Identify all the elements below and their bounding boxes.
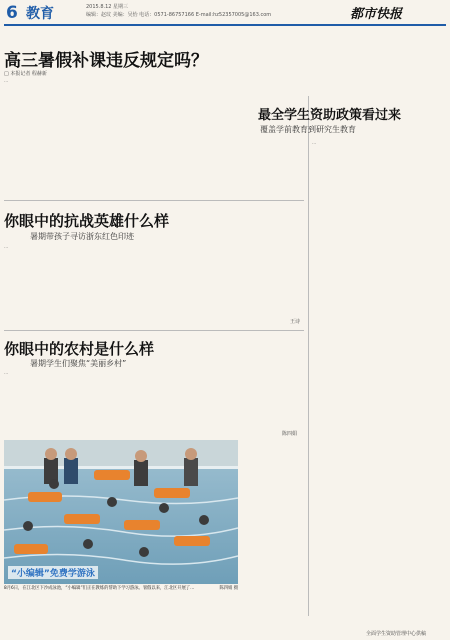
story2-body-col1 [4, 244, 76, 326]
right-subhead: 覆盖学前教育到研究生教育 [260, 125, 356, 134]
story2-author: 王诗 [290, 319, 301, 325]
right-body-col1-text: … [312, 140, 317, 145]
story3-body-col4 [232, 370, 304, 430]
lead-body-col1-text: … [4, 78, 9, 83]
story3-subhead: 暑期学生们聚焦“美丽乡村” [30, 359, 127, 368]
header-rule [4, 24, 446, 26]
paper-masthead: 都市快报 [350, 7, 403, 22]
page-header [0, 0, 450, 26]
story3-author: 陈四娟 [282, 431, 298, 437]
right-footer: 全面学生资助管理中心供稿 [366, 631, 427, 637]
lead-body-col3 [156, 78, 228, 196]
lead-headline: 高三暑假补课违反规定吗？ [4, 51, 208, 71]
photo-caption-block [4, 586, 238, 626]
story3-headline: 你眼中的农村是什么样 [4, 340, 155, 358]
swimming-photo-art [4, 440, 238, 584]
editor-line: 编辑：赵玟 美编：吴怡 电话：0571-86757166 E-mail:hz52357005@163.com [86, 12, 272, 18]
photo-caption: 8月6日，在江北区下沙成泳池，“小编辑”们正在教练的帮助下学习游泳。暑假以来，江北区开展了… [4, 586, 195, 591]
issue-date: 2015.8.12 星期三 [86, 4, 129, 10]
rule-2 [4, 330, 304, 331]
story3-body-col1 [4, 370, 76, 436]
story2-body-col4 [232, 244, 304, 316]
story2-body-col1-text: … [4, 244, 9, 249]
right-body-col2 [380, 140, 446, 620]
story2-headline: 你眼中的抗战英雄什么样 [4, 212, 170, 230]
story3-body-col1-text: … [4, 370, 9, 375]
photo-banner: “小编辑”免费学游泳 [8, 566, 98, 579]
lead-body-col4 [232, 78, 304, 196]
story3-body-col3 [156, 370, 228, 436]
story3-body-col2 [80, 370, 152, 436]
lead-body-col2 [80, 78, 152, 196]
lead-byline: □ 本报记者 程赫新 [4, 71, 47, 77]
section-name: 教育 [26, 6, 54, 22]
story2-body-col2 [80, 244, 152, 326]
page-number: 6 [6, 3, 18, 23]
story2-body-col3 [156, 244, 228, 326]
right-headline: 最全学生资助政策看过来 [258, 108, 402, 123]
column-separator [308, 96, 309, 616]
right-body-col1 [312, 140, 376, 628]
photo-credit: 陈四娟 摄 [219, 586, 238, 591]
swimming-photo [4, 440, 238, 584]
lead-body-col1 [4, 78, 76, 196]
story2-subhead: 暑期带孩子寻访浙东红色印迹 [30, 232, 134, 241]
rule-1 [4, 200, 304, 201]
